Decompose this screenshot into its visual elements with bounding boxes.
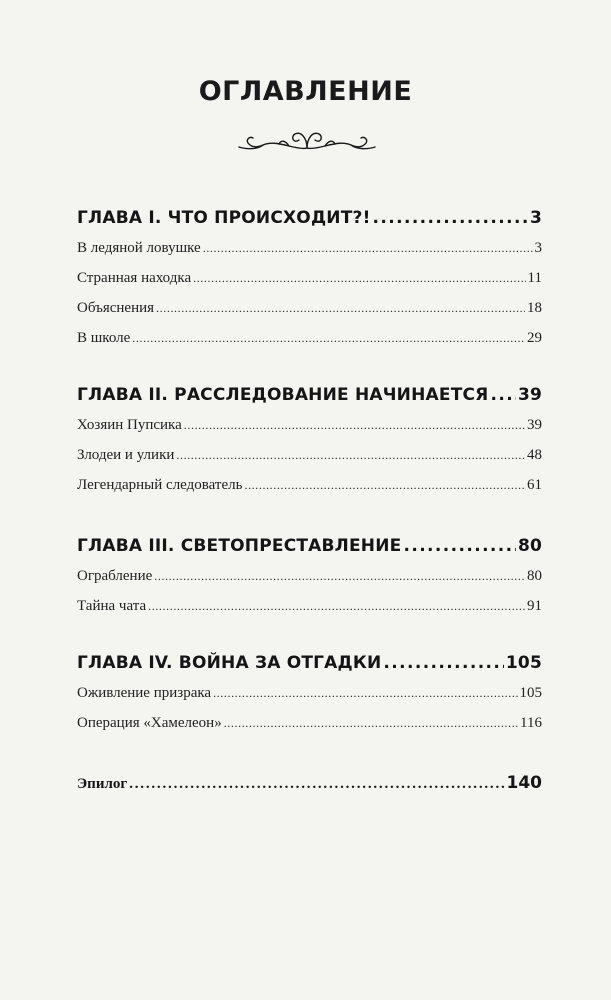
page-number: 29 (527, 330, 542, 346)
chapter-title: ГЛАВА II. РАССЛЕДОВАНИЕ НАЧИНАЕТСЯ (77, 385, 489, 405)
toc-epilogue[interactable] (77, 773, 542, 793)
section-title: В школе (77, 330, 131, 346)
dot-leader (203, 241, 533, 256)
section-title: В ледяной ловушке (77, 240, 201, 256)
dot-leader (224, 716, 518, 731)
toc-section[interactable] (77, 685, 542, 702)
page-number: 140 (506, 773, 542, 793)
dot-leader (129, 776, 504, 793)
toc-chapter-3[interactable] (77, 536, 542, 556)
toc-section[interactable] (77, 447, 542, 464)
dot-leader (184, 418, 525, 433)
toc-section[interactable] (77, 568, 542, 585)
dot-leader (244, 478, 525, 493)
page-number: 105 (519, 685, 542, 701)
dot-leader (490, 385, 515, 405)
section-title: Оживление призрака (77, 685, 212, 701)
dot-leader (176, 448, 525, 463)
dot-leader (383, 653, 504, 673)
page-number: 91 (527, 598, 542, 614)
page-number: 3 (534, 240, 542, 256)
toc-chapter-4[interactable] (77, 653, 542, 673)
section-title: Операция «Хамелеон» (77, 715, 222, 731)
dot-leader (373, 208, 528, 228)
toc-section[interactable] (77, 330, 542, 347)
toc-section[interactable] (77, 270, 542, 287)
toc-section[interactable] (77, 417, 542, 434)
toc-section[interactable] (77, 477, 542, 494)
page-number: 39 (517, 385, 542, 405)
toc-section[interactable] (77, 300, 542, 317)
section-title: Злодеи и улики (77, 447, 175, 463)
epilogue-title: Эпилог (77, 776, 128, 792)
page-number: 80 (517, 536, 542, 556)
dot-leader (148, 599, 525, 614)
dot-leader (154, 569, 525, 584)
page-number: 61 (527, 477, 542, 493)
section-title: Странная находка (77, 270, 192, 286)
chapter-title: ГЛАВА III. СВЕТОПРЕСТАВЛЕНИЕ (77, 536, 402, 556)
toc-section[interactable] (77, 598, 542, 615)
section-title: Тайна чата (77, 598, 147, 614)
page-title: ОГЛАВЛЕНИЕ (198, 76, 413, 107)
section-title: Хозяин Пупсика (77, 417, 182, 433)
flourish-ornament (237, 122, 377, 156)
dot-leader (193, 271, 525, 286)
page-number: 18 (527, 300, 542, 316)
page-number: 11 (527, 270, 542, 286)
chapter-title: ГЛАВА IV. ВОЙНА ЗА ОТГАДКИ (77, 653, 382, 673)
toc-section[interactable] (77, 240, 542, 257)
page-number: 80 (527, 568, 542, 584)
page-number: 3 (529, 208, 542, 228)
chapter-title: ГЛАВА I. ЧТО ПРОИСХОДИТ?! (77, 208, 371, 228)
page-number: 116 (520, 715, 542, 731)
section-title: Ограбление (77, 568, 153, 584)
dot-leader (156, 301, 525, 316)
dot-leader (132, 331, 525, 346)
page-number: 39 (527, 417, 542, 433)
section-title: Объяснения (77, 300, 155, 316)
toc-chapter-1[interactable] (77, 208, 542, 228)
dot-leader (403, 536, 515, 556)
section-title: Легендарный следователь (77, 477, 243, 493)
toc-section[interactable] (77, 715, 542, 732)
page-number: 48 (527, 447, 542, 463)
dot-leader (213, 686, 517, 701)
toc-chapter-2[interactable] (77, 385, 542, 405)
page-number: 105 (505, 653, 542, 673)
